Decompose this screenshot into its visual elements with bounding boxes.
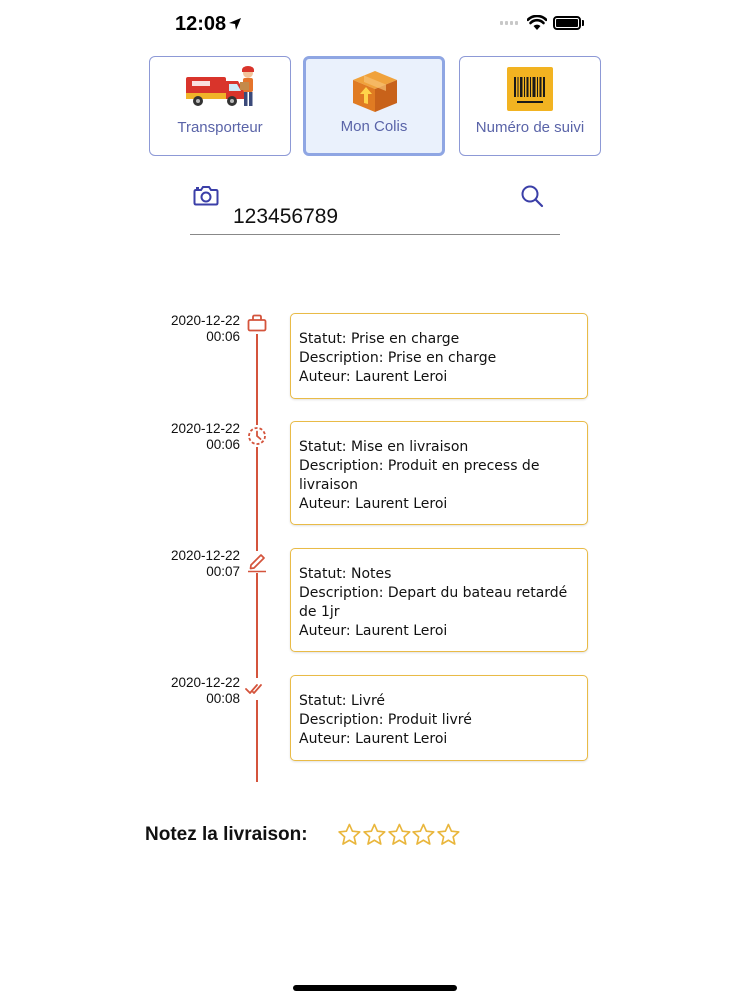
star-icon[interactable] xyxy=(337,822,362,848)
wifi-icon xyxy=(527,15,547,31)
briefcase-icon xyxy=(246,312,268,334)
timeline-card-statut: Statut: Livré xyxy=(299,693,386,709)
timeline-date-day: 2020-12-22 xyxy=(170,313,240,328)
timeline-date-day: 2020-12-22 xyxy=(170,421,240,436)
search-underline xyxy=(190,234,560,235)
package-box-icon xyxy=(350,69,400,113)
timeline-card-auteur: Auteur: Laurent Leroi xyxy=(299,623,448,639)
timeline-card[interactable] xyxy=(290,313,588,399)
double-check-icon xyxy=(245,678,267,700)
timeline-card-statut: Statut: Notes xyxy=(299,566,392,582)
timeline-card-auteur: Auteur: Laurent Leroi xyxy=(299,369,448,385)
home-indicator[interactable] xyxy=(293,985,457,991)
tab-label: Transporteur xyxy=(177,119,263,136)
rating-label: Notez la livraison: xyxy=(145,824,308,845)
tracking-number-input[interactable] xyxy=(233,202,493,232)
status-bar xyxy=(0,0,750,50)
timeline-card-description: Description: Produit livré xyxy=(299,712,472,728)
delivery-truck-icon xyxy=(184,65,258,111)
tab-label: Numéro de suivi xyxy=(475,119,585,136)
timeline-card-auteur: Auteur: Laurent Leroi xyxy=(299,496,448,512)
timeline-card[interactable] xyxy=(290,675,588,761)
tab-numero-de-suivi[interactable] xyxy=(459,56,601,156)
timeline-date-time: 00:06 xyxy=(206,329,240,344)
timeline-date-time: 00:06 xyxy=(206,437,240,452)
location-arrow-icon xyxy=(228,17,242,31)
barcode-icon xyxy=(507,67,553,111)
timeline-date xyxy=(140,675,240,707)
camera-icon[interactable] xyxy=(193,184,219,206)
timeline-date xyxy=(140,313,240,345)
timeline-card-statut: Statut: Prise en charge xyxy=(299,331,460,347)
star-icon[interactable] xyxy=(411,822,436,848)
tab-mon-colis[interactable] xyxy=(303,56,445,156)
timeline-card[interactable] xyxy=(290,421,588,525)
star-rating[interactable] xyxy=(337,822,461,850)
timeline-card-statut: Statut: Mise en livraison xyxy=(299,439,469,455)
timeline-date-time: 00:07 xyxy=(206,564,240,579)
timeline-date-day: 2020-12-22 xyxy=(170,675,240,690)
search-icon[interactable] xyxy=(520,184,544,208)
clock-icon xyxy=(246,425,268,447)
timeline-date-time: 00:08 xyxy=(206,691,240,706)
timeline-date xyxy=(140,421,240,453)
tab-transporteur[interactable] xyxy=(149,56,291,156)
timeline-date xyxy=(140,548,240,580)
timeline-card-description: Description: Depart du bateau retardé de 1jr xyxy=(299,585,568,620)
star-icon[interactable] xyxy=(362,822,387,848)
status-time: 12:08 xyxy=(175,13,227,35)
timeline-card-description: Description: Prise en charge xyxy=(299,350,497,366)
star-icon[interactable] xyxy=(387,822,412,848)
timeline-card-description: Description: Produit en precess de livraison xyxy=(299,458,540,493)
tab-label: Mon Colis xyxy=(340,118,408,135)
star-icon[interactable] xyxy=(436,822,461,848)
battery-cap xyxy=(582,20,584,26)
battery-icon xyxy=(553,16,581,30)
timeline-card-auteur: Auteur: Laurent Leroi xyxy=(299,731,448,747)
pencil-icon xyxy=(246,551,268,573)
timeline-date-day: 2020-12-22 xyxy=(170,548,240,563)
timeline-card[interactable] xyxy=(290,548,588,652)
